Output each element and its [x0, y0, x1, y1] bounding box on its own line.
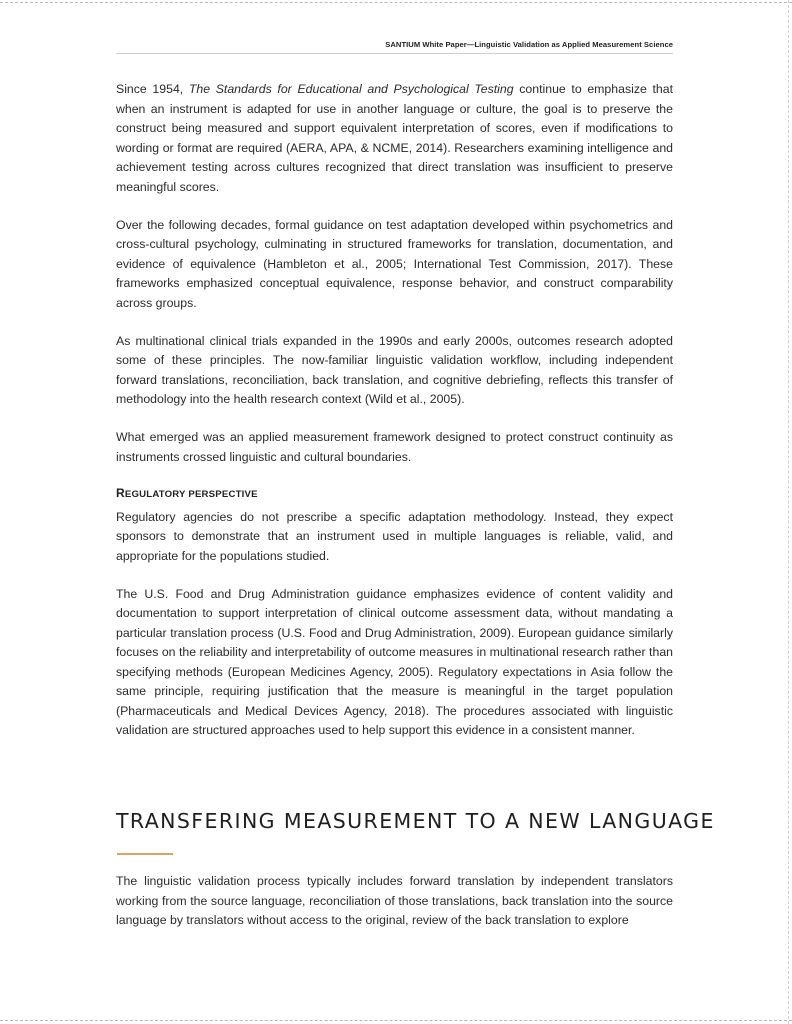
running-header: SANTIUM White Paper—Linguistic Validation as Applied Measurement Science	[116, 40, 673, 54]
paragraph-text: Since 1954,	[116, 82, 189, 96]
paragraph-fda-guidance: The U.S. Food and Drug Administration guidance emphasizes evidence of content validity and documentation to support interpretation of clinical outcome assessment data, without mandating a particular translation process (U.S. Food and Drug Administration, 2009). European guidance similarly focuses on the reliability and interpretability of outcome measures in multinational research rather than specifying methods (European Medicines Agency, 2005). Regulatory expectations in Asia follow the same principle, requiring justification that the measure is meaningful in the target population (Pharmaceuticals and Medical Devices Agency, 2018). The procedures associated with linguistic validation are structured approaches used to help support this evidence in a consistent manner.	[116, 586, 673, 737]
paragraph-linguistic-process: The linguistic validation process typically includes forward translation by independent translators working from the source language, reconciliation of those translations, back translation into the source language by translators without access to the original, review of the back translation to explore	[116, 874, 673, 927]
heading-rest: EGULATORY PERSPECTIVE	[124, 488, 258, 500]
standards-title: The Standards for Educational and Psychological Testing	[188, 82, 514, 96]
heading-initial: R	[116, 485, 125, 500]
paragraph-regulatory-agencies: Regulatory agencies do not prescribe a specific adaptation methodology. Instead, they expect sponsors to demonstrate that an instrument used in multiple languages is reliable, valid, and appropriate for the populations studied.	[116, 509, 673, 563]
paragraph-standards-history	[116, 80, 673, 197]
paragraph-framework: What emerged was an applied measurement framework designed to protect construct continuity as instruments crossed linguistic and cultural boundaries.	[116, 430, 673, 464]
page-bottom-edge	[0, 1020, 792, 1021]
regulatory-heading	[116, 486, 673, 500]
paragraph-test-adaptation: Over the following decades, formal guidance on test adaptation developed within psychometrics and cross-cultural psychology, culminating in structured frameworks for translation, documentation, and evidence of equivalence (Hambleton et al., 2005; International Test Commission, 2017). These frameworks emphasized conceptual equivalence, response behavior, and construct comparability across groups.	[116, 217, 673, 310]
page-top-edge	[0, 2, 792, 3]
section-title: TRANSFERING MEASUREMENT TO A NEW LANGUAGE	[116, 809, 715, 833]
paragraph-text: continue to emphasize that when an instrument is adapted for use in another language or culture, the goal is to preserve the construct being measured and support equivalent interpretation of scores, even if modifications to wording or format are required (AERA, APA, & NCME, 2014). Researchers examining intelligence and achievement testing across cultures recognized that direct translation was insufficient to preserve meaningful scores.	[116, 82, 673, 194]
page-right-edge	[788, 0, 789, 1024]
transfer-section	[116, 872, 673, 949]
accent-divider	[117, 853, 173, 855]
intro-section	[116, 80, 673, 759]
paragraph-clinical-trials: As multinational clinical trials expanded in the 1990s and early 2000s, outcomes research adopted some of these principles. The now-familiar linguistic validation workflow, including independent forward translations, reconciliation, back translation, and cognitive debriefing, reflects this transfer of methodology into the health research context (Wild et al., 2005).	[116, 333, 673, 406]
